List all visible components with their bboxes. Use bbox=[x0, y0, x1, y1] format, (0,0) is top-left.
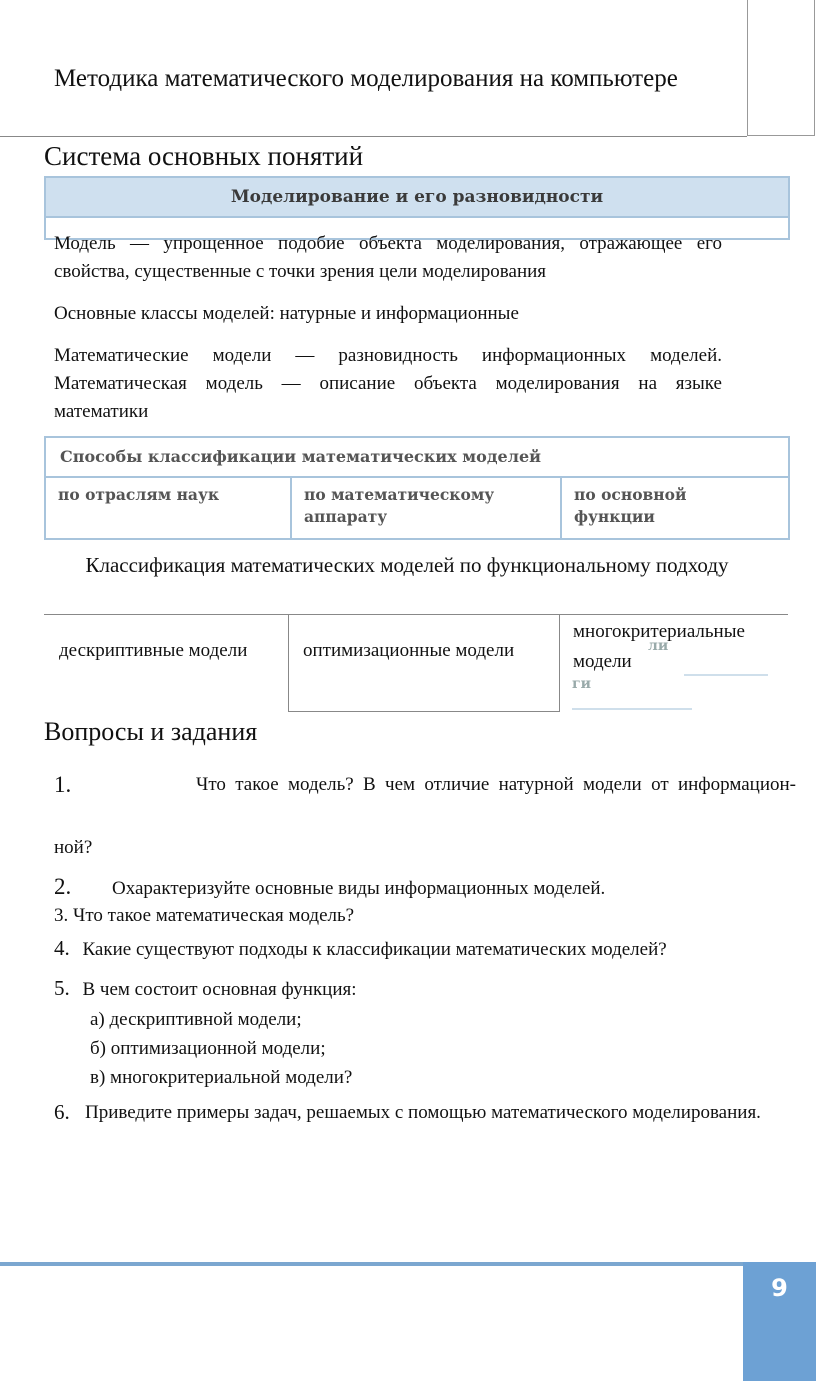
question-text-continued: ной? bbox=[54, 837, 93, 858]
list-item bbox=[54, 1098, 796, 1127]
question-number: 1. bbox=[54, 772, 72, 797]
header-divider-right bbox=[814, 0, 815, 136]
ghost-rule bbox=[572, 708, 692, 710]
table-cell: по отраслям наук bbox=[58, 485, 220, 504]
table-cell-multicriteria bbox=[572, 614, 802, 712]
list-item bbox=[54, 770, 796, 862]
ghost-text-fragment: ли bbox=[648, 638, 669, 654]
definition-model: Модель — упрощенное подобие объекта моделирования, отражающее его свойства, существенные с точки зрения цели моделирования bbox=[54, 233, 722, 282]
multicriteria-label: многокритериальные модели bbox=[573, 621, 745, 672]
textbook-table2-heading: Способы классификации математических моделей bbox=[46, 438, 788, 478]
list-item bbox=[54, 934, 796, 964]
page-number: 9 bbox=[771, 1274, 788, 1302]
table-cell: по математическому аппарату bbox=[290, 478, 560, 538]
table-cell-descriptive: дескриптивные модели bbox=[59, 640, 248, 661]
header-divider bbox=[747, 0, 748, 136]
question-number: 2. bbox=[54, 874, 72, 899]
question-number: 6. bbox=[54, 1100, 70, 1124]
classification-table bbox=[44, 614, 788, 712]
question-number: 4. bbox=[54, 936, 70, 960]
sub-item: б) оптимизационной модели; bbox=[90, 1038, 326, 1059]
question-text: В чем состоит основная функция: bbox=[82, 979, 357, 1000]
textbook-table-classification-methods bbox=[44, 436, 790, 540]
header-rule bbox=[747, 135, 815, 136]
list-item bbox=[54, 974, 796, 1092]
classification-title: Классификация математических моделей по функциональному подходу bbox=[85, 553, 729, 577]
section-title-questions: Вопросы и задания bbox=[44, 717, 258, 746]
question-text: Какие существуют подходы к классификации математических моделей? bbox=[82, 939, 667, 960]
sub-item: в) многокритериальной модели? bbox=[90, 1067, 353, 1088]
textbook-table2-row bbox=[46, 478, 788, 538]
section-title-concepts: Система основных понятий bbox=[44, 141, 364, 171]
question-text: Приведите примеры задач, решаемых с помощью математического моделирования. bbox=[85, 1102, 761, 1123]
table-cell-optimization: оптимизационные модели bbox=[288, 614, 560, 712]
list-item bbox=[54, 872, 796, 903]
ghost-text-fragment: ги bbox=[572, 676, 591, 692]
sub-item: а) дескриптивной модели; bbox=[90, 1009, 302, 1030]
page-title: Методика математического моделирования на компьютере bbox=[54, 65, 678, 92]
textbook-table-heading: Моделирование и его разновидности bbox=[46, 178, 788, 218]
list-item: 3. Что такое математическая модель? bbox=[54, 905, 355, 926]
ghost-rule bbox=[684, 674, 768, 676]
definition-math-model: Математические модели — разновидность информационных моделей. Математическая модель — описание объекта моделирования на языке математики bbox=[54, 345, 722, 422]
question-text: Что такое модель? В чем отличие натурной модели от информацион- bbox=[196, 774, 796, 795]
definition-model-classes: Основные классы моделей: натурные и информационные bbox=[54, 303, 519, 324]
footer-rule bbox=[0, 1262, 745, 1266]
table-cell: по основной функции bbox=[560, 478, 784, 538]
question-number: 5. bbox=[54, 976, 70, 1000]
question-text: Охарактеризуйте основные виды информационных моделей. bbox=[112, 878, 606, 899]
definitions-block bbox=[54, 230, 722, 440]
